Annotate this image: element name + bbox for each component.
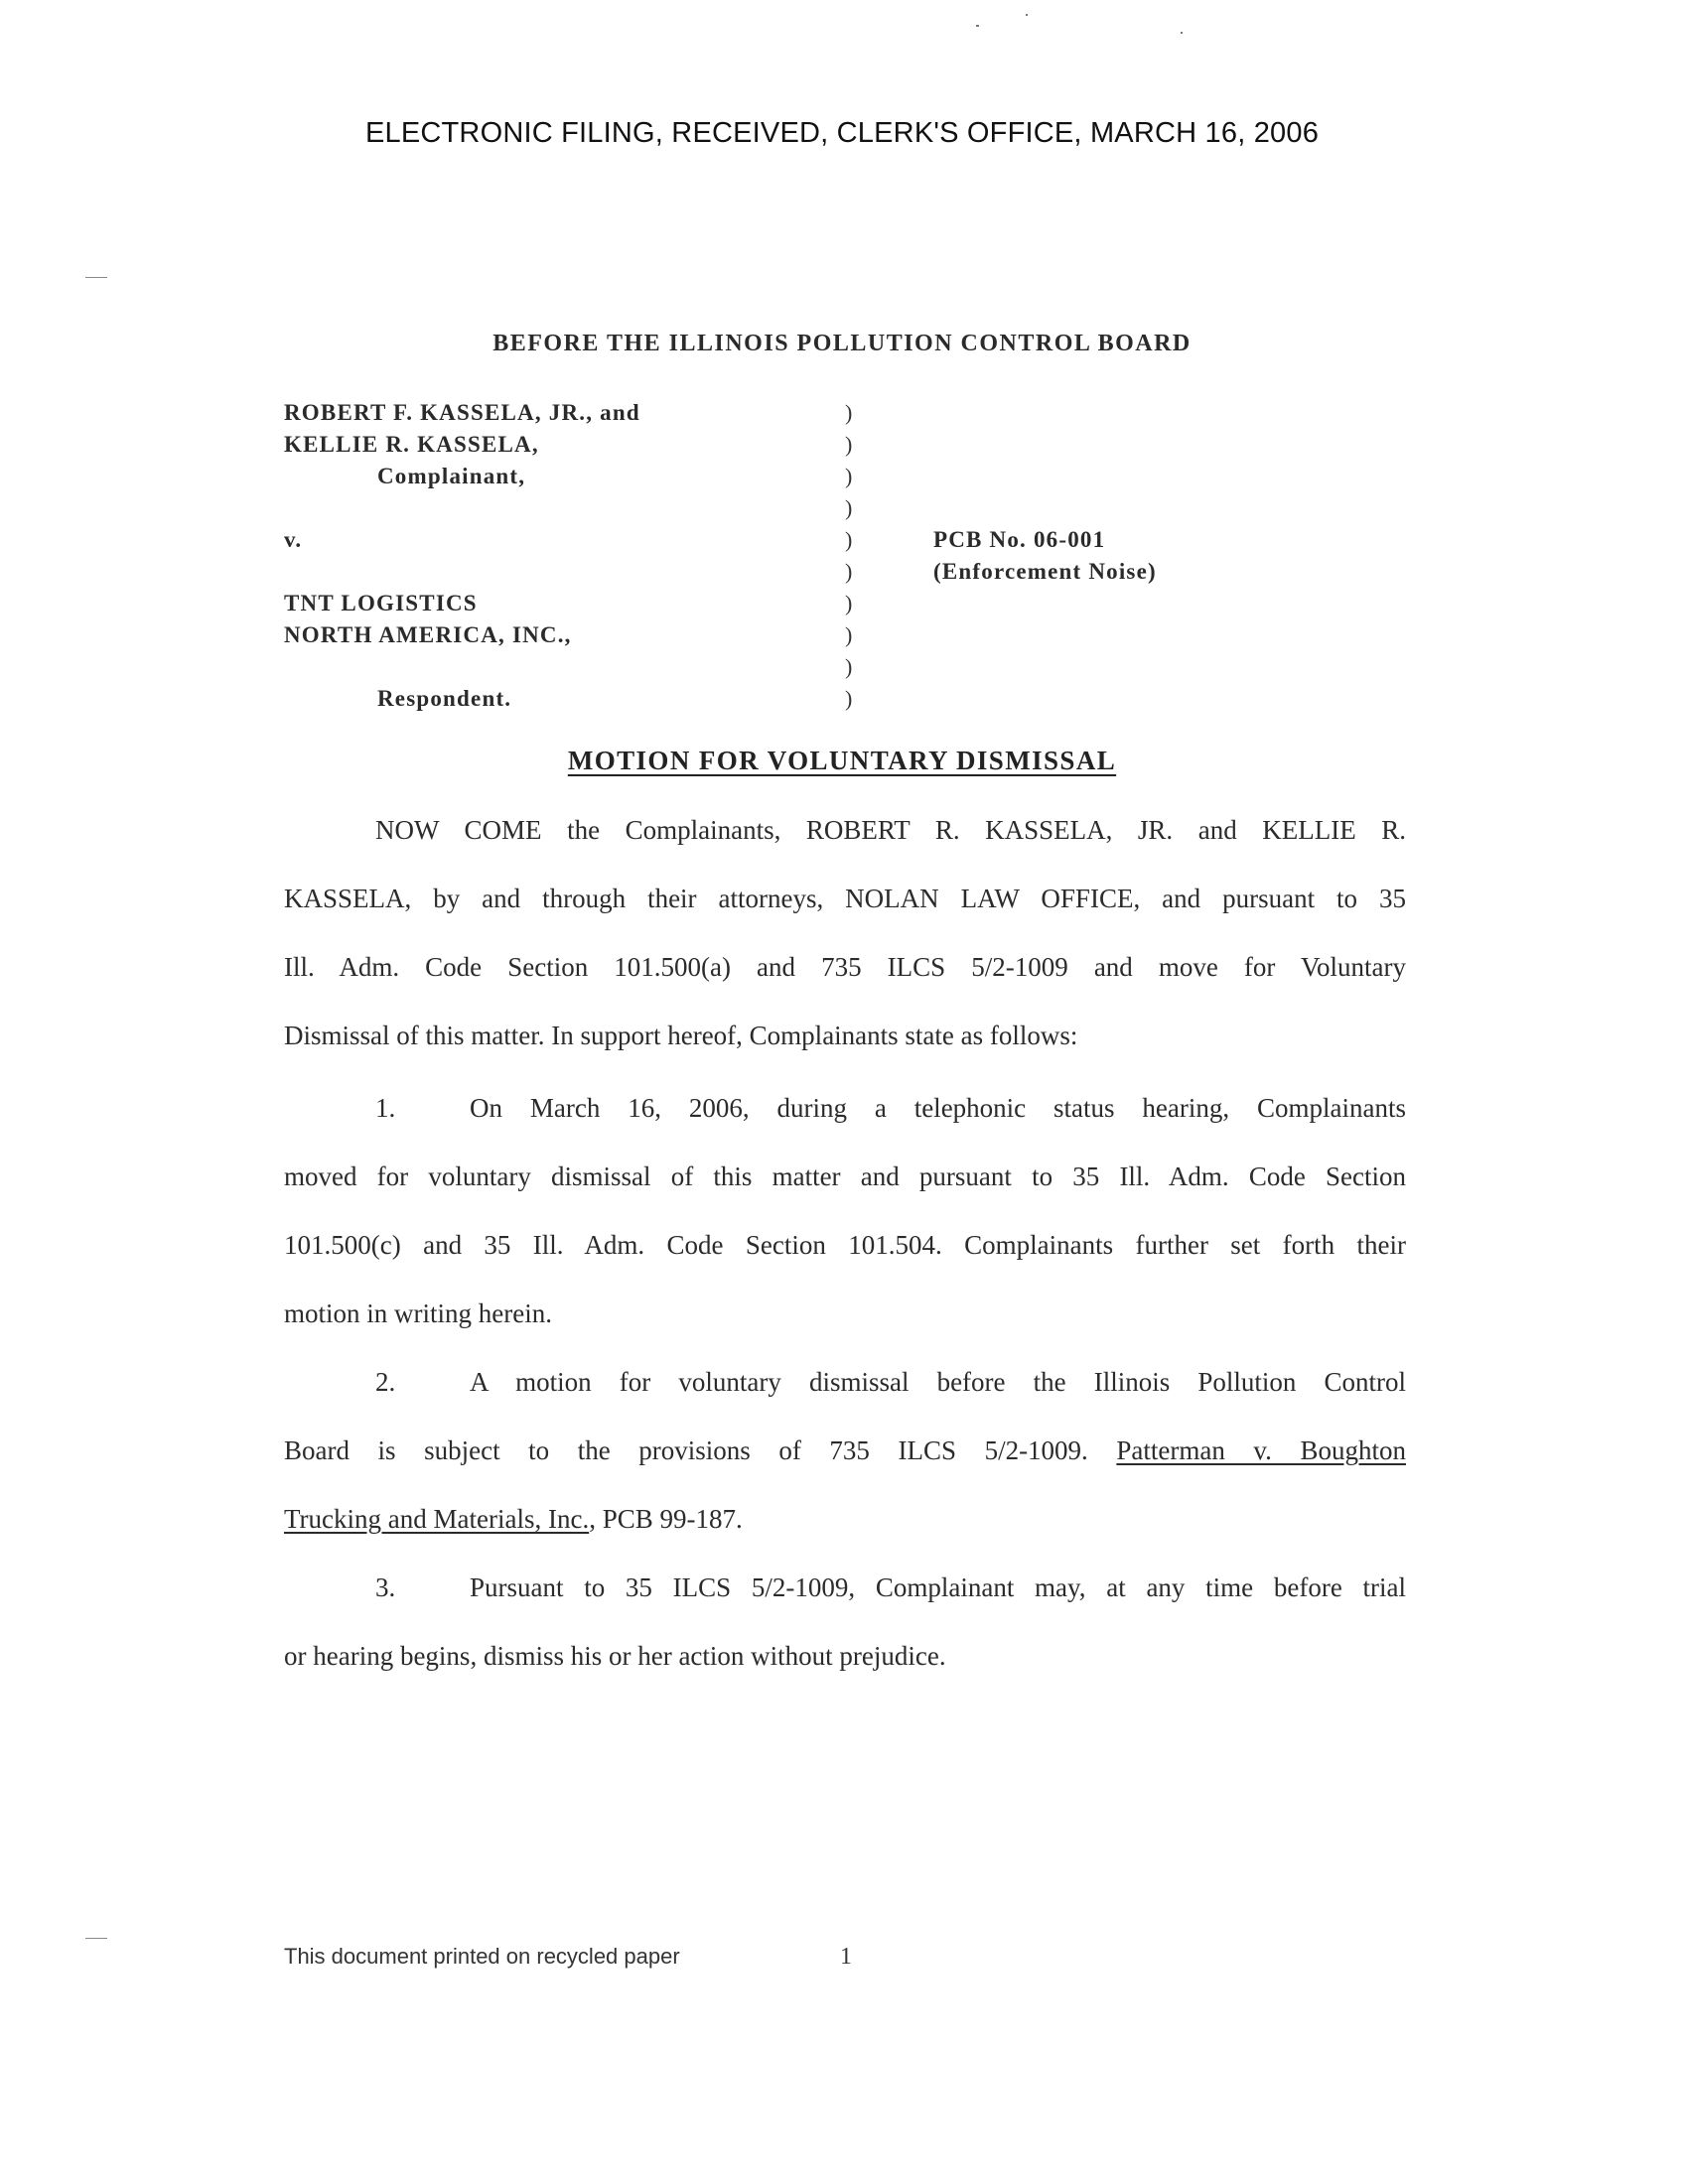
- paragraph-1: [284, 1090, 1406, 1364]
- versus-label: v.: [284, 527, 303, 552]
- motion-title: [0, 746, 1684, 776]
- caption-paren: ): [845, 591, 853, 615]
- paragraph-1-line-text: On March 16, 2006, during a telephonic status hearing, Complainants: [470, 1093, 1406, 1123]
- respondent-name-line1: TNT LOGISTICS: [284, 591, 478, 615]
- intro-line: Ill. Adm. Code Section 101.500(a) and 735 ILCS 5/2-1009 and move for Voluntary: [284, 952, 1406, 982]
- paragraph-2-line-text: Board is subject to the provisions of 735 ILCS 5/2-1009.: [284, 1435, 1088, 1465]
- filing-stamp: ELECTRONIC FILING, RECEIVED, CLERK'S OFFICE, MARCH 16, 2006: [364, 117, 1320, 149]
- paragraph-number: 3.: [375, 1572, 396, 1602]
- paragraph-1-line: moved for voluntary dismissal of this matter and pursuant to 35 Ill. Adm. Code Section: [284, 1161, 1406, 1191]
- caption-paren: ): [845, 654, 853, 679]
- case-caption-parties: [284, 397, 840, 715]
- recycled-paper-note: This document printed on recycled paper: [284, 1944, 680, 1969]
- motion-title-text: MOTION FOR VOLUNTARY DISMISSAL: [567, 746, 1117, 775]
- complainant-name-line2: KELLIE R. KASSELA,: [284, 432, 539, 457]
- intro-line: NOW COME the Complainants, ROBERT R. KASSELA, JR. and KELLIE R.: [375, 815, 1406, 845]
- paragraph-2-line-text: A motion for voluntary dismissal before the Illinois Pollution Control: [470, 1367, 1406, 1397]
- caption-paren: ): [845, 622, 853, 647]
- paragraph-2-first-line: [284, 1364, 1406, 1433]
- scan-speck: [976, 25, 979, 27]
- paragraph-number: 2.: [375, 1367, 396, 1397]
- board-title: BEFORE THE ILLINOIS POLLUTION CONTROL BOARD: [492, 331, 1192, 356]
- caption-paren: ): [845, 527, 853, 552]
- scan-margin-mark: [85, 277, 107, 278]
- paragraph-number: 1.: [375, 1093, 396, 1123]
- paragraph-2-line: [284, 1433, 1406, 1501]
- case-number-block: [933, 524, 1157, 588]
- respondent-role: Respondent.: [377, 686, 512, 711]
- case-number: PCB No. 06-001: [933, 527, 1106, 552]
- caption-paren: ): [845, 432, 853, 457]
- caption-paren: ): [845, 464, 853, 488]
- complainant-role: Complainant,: [377, 464, 526, 488]
- case-citation-name: Trucking and Materials, Inc.: [284, 1504, 590, 1534]
- caption-paren: ): [845, 400, 853, 425]
- paragraph-2-line: [284, 1501, 1406, 1570]
- intro-line: KASSELA, by and through their attorneys, NOLAN LAW OFFICE, and pursuant to 35: [284, 884, 1406, 913]
- scan-speck: [1181, 32, 1183, 34]
- caption-spacer: [284, 556, 840, 588]
- paragraph-3: [284, 1570, 1406, 1706]
- paragraph-1-line: 101.500(c) and 35 Ill. Adm. Code Section 101.504. Complainants further set forth their: [284, 1230, 1406, 1260]
- intro-line: Dismissal of this matter. In support hereof, Complainants state as follows:: [284, 1021, 1078, 1050]
- case-citation-name: Patterman v. Boughton: [1116, 1435, 1406, 1465]
- paragraph-3-line: or hearing begins, dismiss his or her action without prejudice.: [284, 1641, 946, 1671]
- scan-speck: [1026, 14, 1028, 16]
- scan-margin-mark: [85, 1938, 107, 1939]
- paragraph-1-line: motion in writing herein.: [284, 1298, 552, 1328]
- case-citation-number: , PCB 99-187.: [589, 1504, 743, 1534]
- caption-spacer: [284, 492, 840, 524]
- paragraph-3-line-text: Pursuant to 35 ILCS 5/2-1009, Complainant may, at any time before trial: [470, 1572, 1406, 1602]
- complainant-name-line1: ROBERT F. KASSELA, JR., and: [284, 400, 640, 425]
- caption-parentheses: [845, 397, 852, 715]
- case-type: (Enforcement Noise): [933, 559, 1157, 584]
- paragraph-2: [284, 1364, 1406, 1570]
- paragraph-1-first-line: [284, 1090, 1406, 1159]
- caption-paren: ): [845, 495, 853, 520]
- respondent-name-line2: NORTH AMERICA, INC.,: [284, 622, 572, 647]
- caption-paren: ): [845, 686, 853, 711]
- caption-paren: ): [845, 559, 853, 584]
- paragraph-3-first-line: [284, 1570, 1406, 1638]
- caption-spacer: [284, 651, 840, 683]
- page-number: 1: [840, 1944, 852, 1970]
- intro-paragraph: [284, 812, 1406, 1086]
